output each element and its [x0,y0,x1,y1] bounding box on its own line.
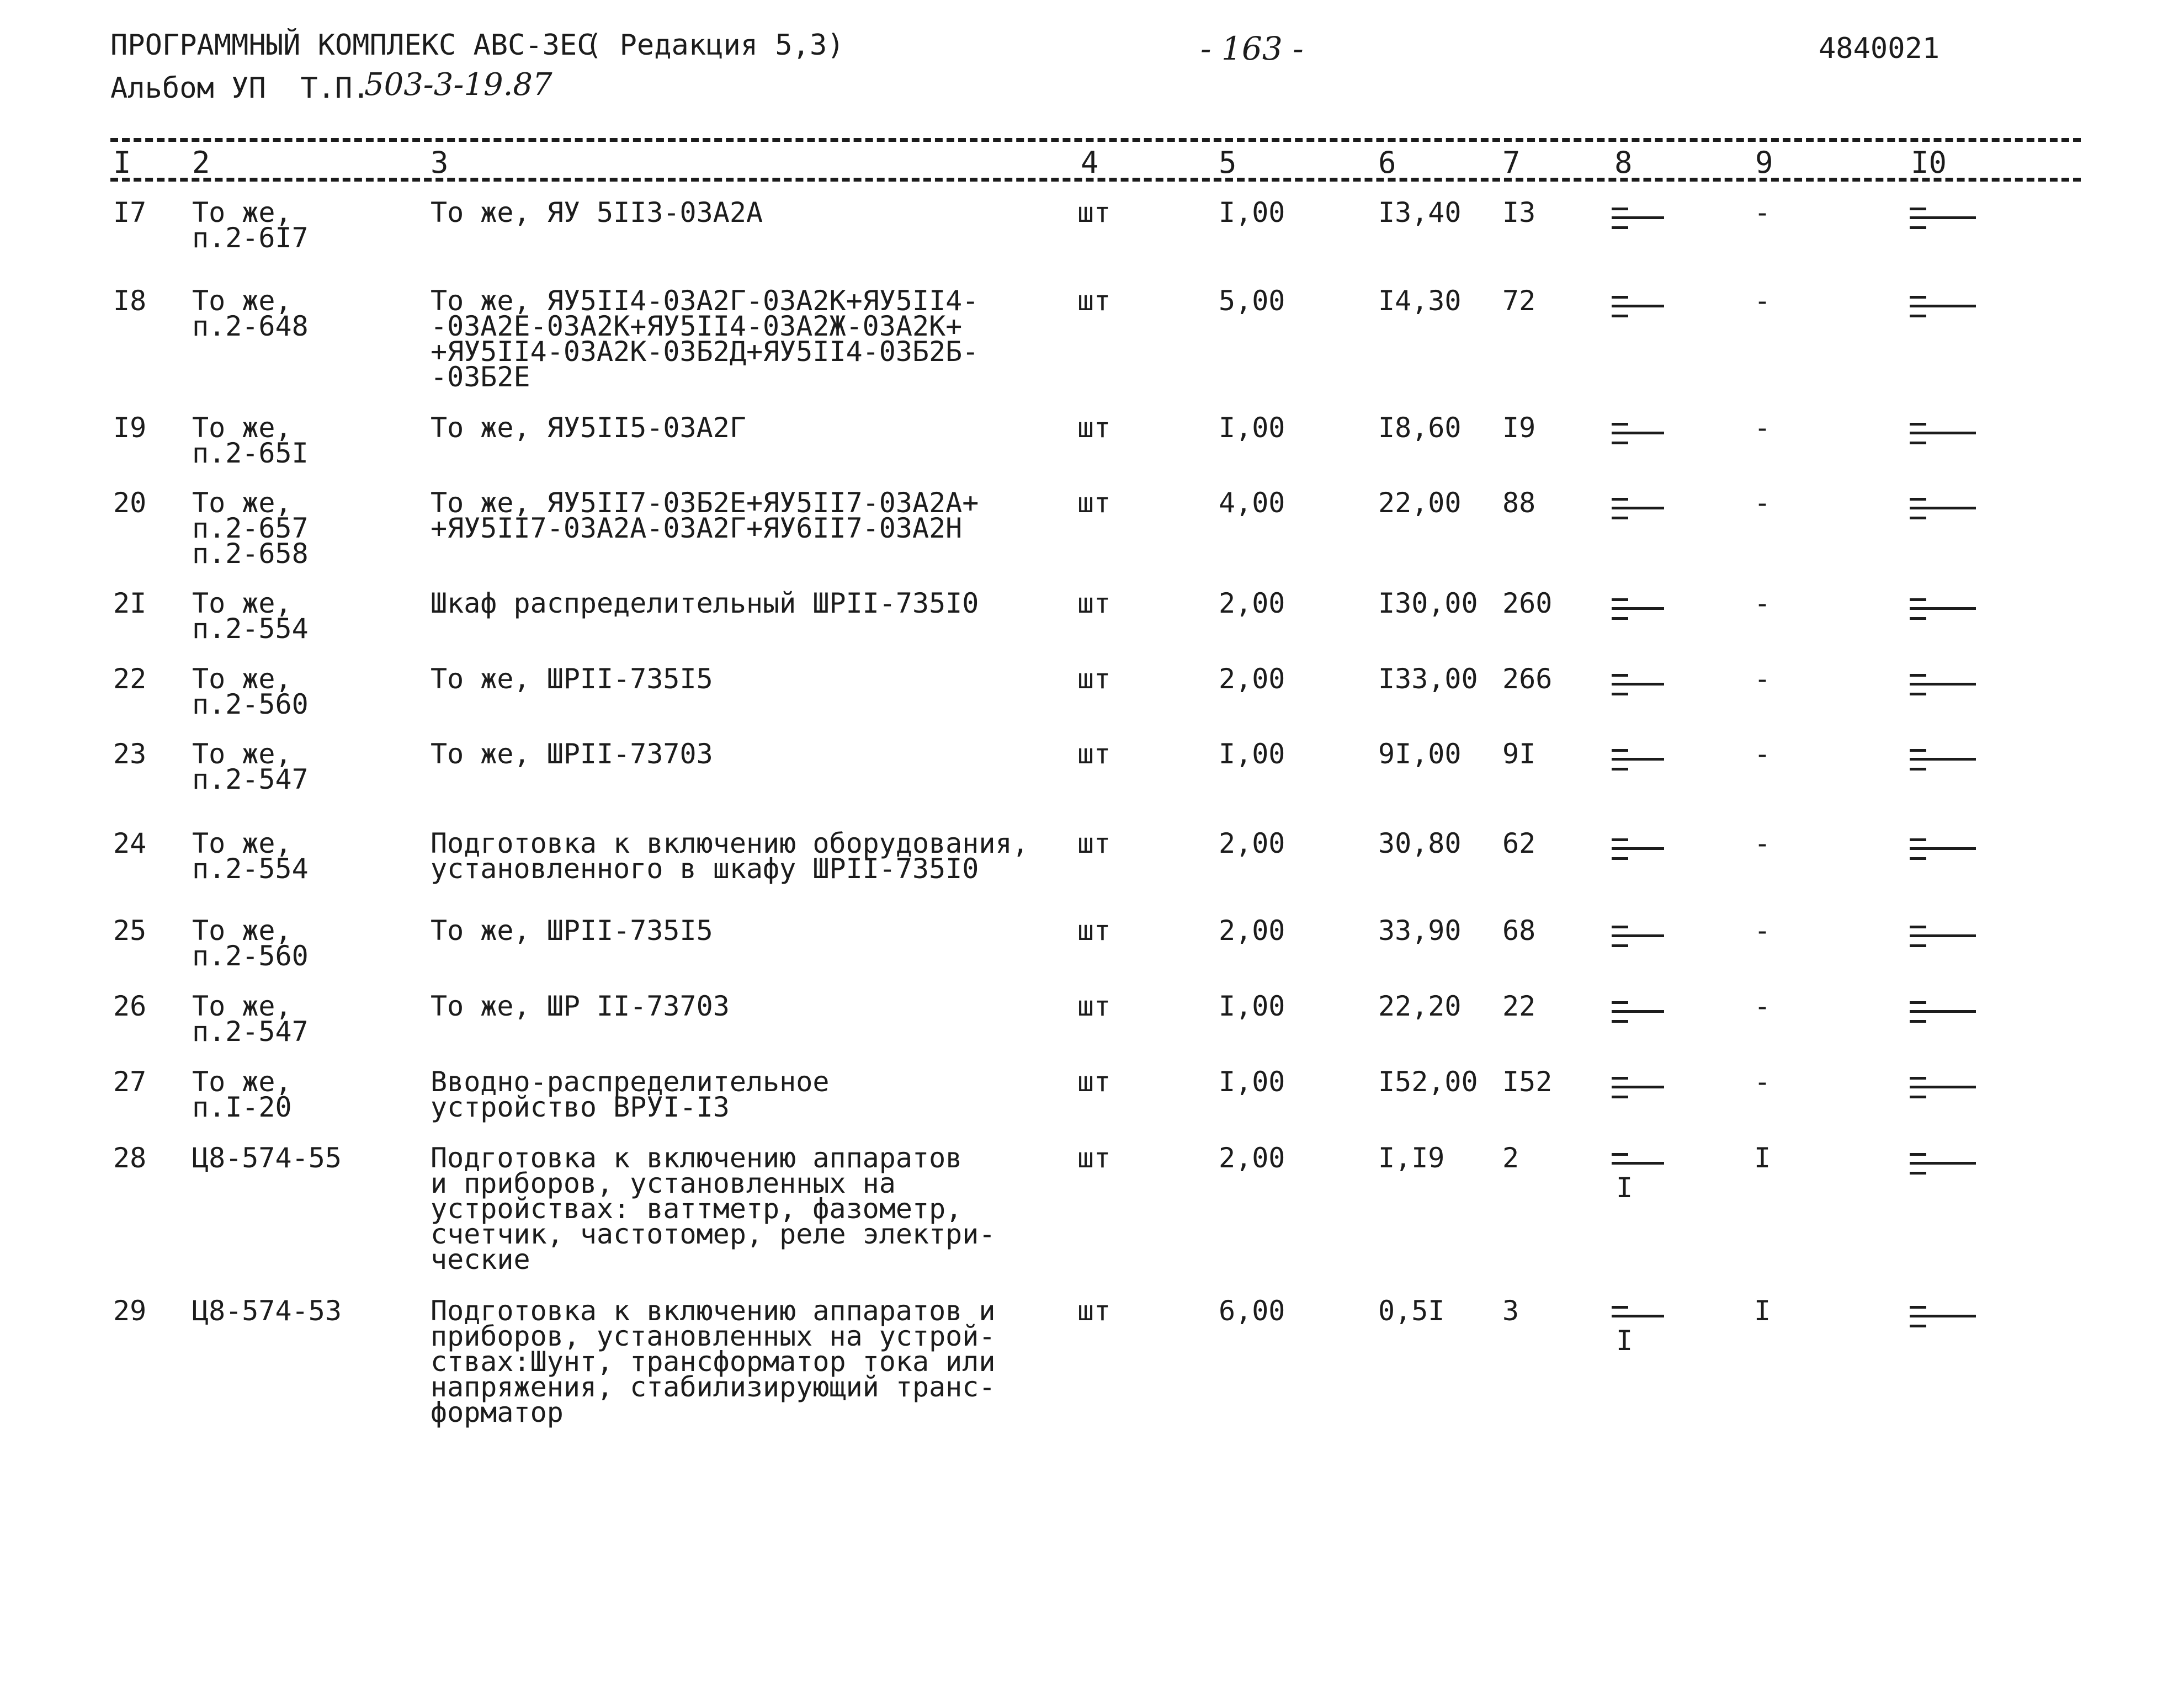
row-unit-price: I52,00 [1378,1066,1478,1098]
row-reference: То же, п.2-547 [192,738,309,795]
column-10-dash-mark [1910,1298,1987,1348]
row-number: 22 [113,663,147,695]
row-col9: I [1754,1142,1771,1174]
row-unit: шт [1077,1295,1111,1327]
row-description: Подготовка к включению оборудования, установленного в шкафу ШРII-735I0 [431,827,1029,885]
column-number-6: 6 [1378,145,1396,180]
column-8-dash-mark [1612,831,1672,880]
document-code: 4840021 [1819,32,1940,65]
column-8-dash-mark [1612,1145,1672,1204]
row-unit-price: I33,00 [1378,663,1478,695]
header-top-rule [110,138,2081,142]
row-reference: То же, п.2-6I7 [192,196,309,254]
row-unit-price: I3,40 [1378,196,1462,229]
column-number-9: 9 [1755,145,1773,180]
row-col9: - [1754,487,1771,519]
column-8-dash-mark [1612,490,1672,540]
row-col9: - [1754,738,1771,770]
row-number: 20 [113,487,147,519]
column-10-dash-mark [1910,490,1987,540]
row-number: I8 [113,285,147,317]
column-number-3: 3 [431,145,449,180]
column-number-10: I0 [1911,145,1947,180]
row-quantity: I,00 [1219,738,1285,770]
row-unit: шт [1077,196,1111,229]
row-total: 72 [1502,285,1536,317]
column-8-dash-mark [1612,415,1672,465]
row-col9: - [1754,990,1771,1022]
row-unit: шт [1077,412,1111,444]
row-unit: шт [1077,285,1111,317]
row-total: 88 [1502,487,1536,519]
column-8-dash-mark [1612,288,1672,338]
column-10-dash-mark [1910,918,1987,968]
row-unit-price: 33,90 [1378,915,1462,947]
column-number-4: 4 [1081,145,1099,180]
row-unit: шт [1077,915,1111,947]
row-total: 62 [1502,827,1536,859]
row-total: 68 [1502,915,1536,947]
row-unit: шт [1077,587,1111,619]
row-number: I9 [113,412,147,444]
column-10-dash-mark [1910,993,1987,1043]
row-description: То же, ШРII-735I5 [431,915,713,947]
row-description: То же, ЯУ5II7-03Б2Е+ЯУ5II7-03А2А+ +ЯУ5II7-03А2А-03А2Г+ЯУ6II7-03А2Н [431,487,979,544]
row-number: 25 [113,915,147,947]
row-description: То же, ЯУ5II4-03А2Г-03А2К+ЯУ5II4- -03А2Е-03А2К+ЯУ5II4-03А2Ж-03А2К+ +ЯУ5II4-03А2К-03Б2Д+ЯУ5II4-03Б2Б- -03Б2Е [431,285,979,393]
column-number-7: 7 [1502,145,1521,180]
row-total: 22 [1502,990,1536,1022]
row-total: 260 [1502,587,1553,619]
column-8-sub-value: I [1616,1325,1633,1357]
row-unit: шт [1077,827,1111,859]
row-description: То же, ЯУ5II5-03А2Г [431,412,746,444]
row-quantity: 2,00 [1219,587,1285,619]
column-10-dash-mark [1910,591,1987,640]
row-col9: I [1754,1295,1771,1327]
column-10-dash-mark [1910,741,1987,791]
column-8-sub-value: I [1616,1172,1633,1204]
column-8-dash-mark [1612,591,1672,640]
row-total: I9 [1502,412,1536,444]
row-reference: То же, п.2-648 [192,285,309,342]
row-unit-price: I30,00 [1378,587,1478,619]
row-quantity: 2,00 [1219,915,1285,947]
row-description: Шкаф распределительный ШРII-735I0 [431,587,979,619]
row-description: Вводно-распределительное устройство ВРУI-I3 [431,1066,830,1123]
column-number-2: 2 [192,145,210,180]
row-col9: - [1754,1066,1771,1098]
column-8-dash-mark [1612,200,1672,249]
column-number-1: I [113,145,131,180]
row-total: 2 [1502,1142,1519,1174]
row-number: I7 [113,196,147,229]
column-10-dash-mark [1910,1069,1987,1119]
album-number: 503-3-19.87 [364,67,552,103]
row-unit-price: 0,5I [1378,1295,1445,1327]
row-reference: То же, п.2-554 [192,827,309,885]
row-reference: То же, п.I-20 [192,1066,292,1123]
column-8-dash-mark [1612,993,1672,1043]
row-reference: То же, п.2-554 [192,587,309,645]
row-description: Подготовка к включению аппаратов и приборов, установленных на устрой- ствах:Шунт, трансформатор тока или напряжения, стабилизирующий транс- форматор [431,1295,996,1428]
row-unit: шт [1077,663,1111,695]
row-quantity: I,00 [1219,1066,1285,1098]
column-number-5: 5 [1219,145,1237,180]
row-unit: шт [1077,990,1111,1022]
row-quantity: I,00 [1219,196,1285,229]
row-unit-price: I8,60 [1378,412,1462,444]
row-reference: То же, п.2-65I [192,412,309,469]
row-number: 23 [113,738,147,770]
row-quantity: 4,00 [1219,487,1285,519]
row-description: То же, ЯУ 5II3-03А2А [431,196,763,229]
row-col9: - [1754,285,1771,317]
row-unit-price: I,I9 [1378,1142,1445,1174]
program-title: ПРОГРАММНЫЙ КОМПЛЕКС АВС-ЗЕС [110,29,594,62]
row-unit-price: 30,80 [1378,827,1462,859]
row-unit: шт [1077,738,1111,770]
page-number: - 163 - [1200,30,1304,67]
row-description: То же, ШРII-735I5 [431,663,713,695]
row-quantity: 2,00 [1219,1142,1285,1174]
row-number: 2I [113,587,147,619]
column-10-dash-mark [1910,1145,1987,1195]
row-description: То же, ШР II-73703 [431,990,730,1022]
row-total: 266 [1502,663,1553,695]
edition-label: ( Редакция 5,3) [585,29,844,62]
row-col9: - [1754,196,1771,229]
column-8-dash-mark [1612,1298,1672,1357]
column-8-dash-mark [1612,741,1672,791]
row-quantity: I,00 [1219,412,1285,444]
column-number-8: 8 [1614,145,1633,180]
row-unit: шт [1077,1066,1111,1098]
row-quantity: 5,00 [1219,285,1285,317]
column-10-dash-mark [1910,288,1987,338]
row-total: I3 [1502,196,1536,229]
row-number: 27 [113,1066,147,1098]
column-8-dash-mark [1612,666,1672,716]
row-number: 28 [113,1142,147,1174]
row-reference: То же, п.2-560 [192,663,309,720]
column-10-dash-mark [1910,831,1987,880]
row-unit-price: 9I,00 [1378,738,1462,770]
row-col9: - [1754,412,1771,444]
row-quantity: 2,00 [1219,827,1285,859]
row-col9: - [1754,663,1771,695]
album-label: Альбом УП Т.П. [110,72,370,105]
row-col9: - [1754,587,1771,619]
row-number: 24 [113,827,147,859]
row-total: 9I [1502,738,1536,770]
row-unit-price: 22,20 [1378,990,1462,1022]
row-quantity: I,00 [1219,990,1285,1022]
column-10-dash-mark [1910,666,1987,716]
row-reference: То же, п.2-547 [192,990,309,1048]
row-quantity: 2,00 [1219,663,1285,695]
row-unit-price: I4,30 [1378,285,1462,317]
row-unit-price: 22,00 [1378,487,1462,519]
row-col9: - [1754,827,1771,859]
row-description: Подготовка к включению аппаратов и приборов, установленных на устройствах: ваттметр, фазометр, счетчик, частотомер, реле электри- ческие [431,1142,996,1276]
row-reference: Ц8-574-55 [192,1142,342,1174]
row-total: 3 [1502,1295,1519,1327]
column-10-dash-mark [1910,200,1987,249]
row-description: То же, ШРII-73703 [431,738,713,770]
column-10-dash-mark [1910,415,1987,465]
column-8-dash-mark [1612,918,1672,968]
row-quantity: 6,00 [1219,1295,1285,1327]
row-number: 26 [113,990,147,1022]
row-col9: - [1754,915,1771,947]
row-number: 29 [113,1295,147,1327]
row-reference: То же, п.2-657 п.2-658 [192,487,309,570]
column-8-dash-mark [1612,1069,1672,1119]
row-total: I52 [1502,1066,1553,1098]
row-unit: шт [1077,487,1111,519]
row-reference: То же, п.2-560 [192,915,309,972]
row-unit: шт [1077,1142,1111,1174]
row-reference: Ц8-574-53 [192,1295,342,1327]
